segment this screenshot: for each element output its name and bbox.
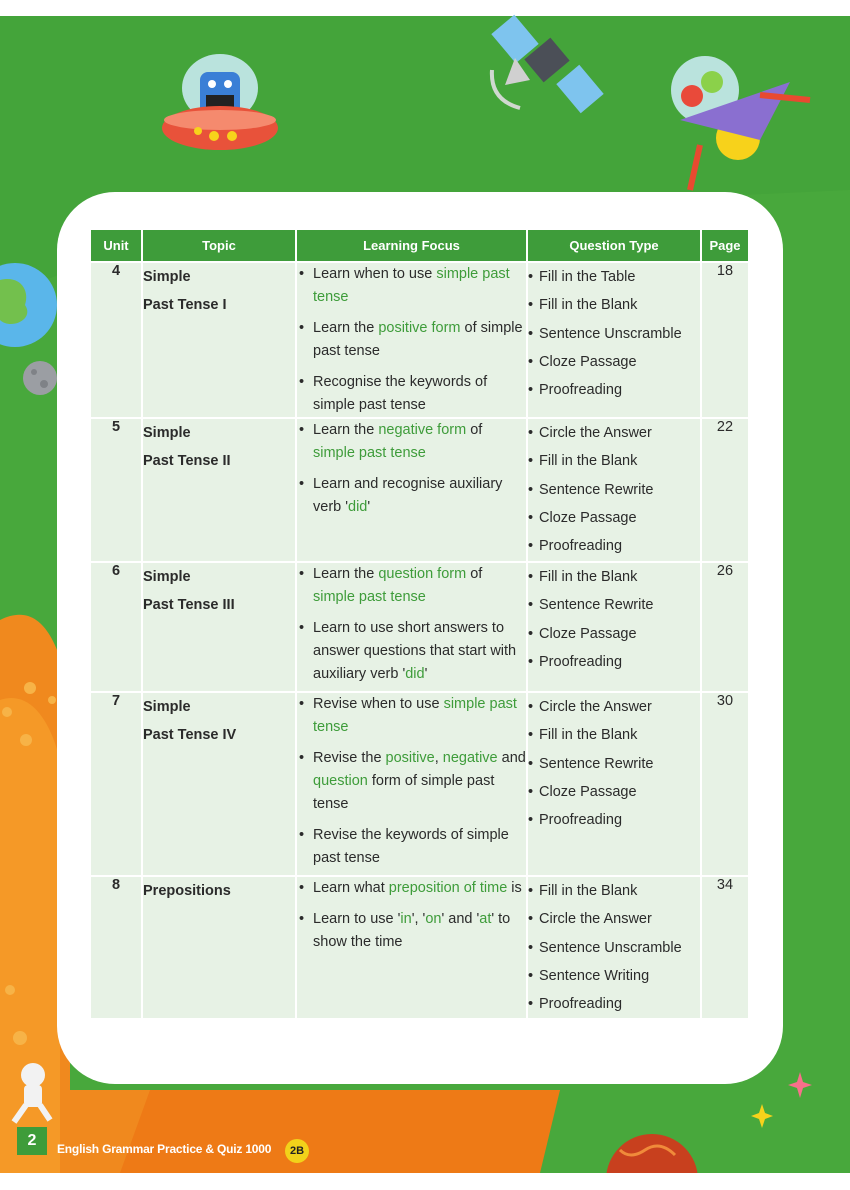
unit-number: 7	[91, 693, 141, 875]
highlight-text: positive	[385, 750, 435, 766]
highlight-text: at	[479, 911, 492, 927]
focus-text: ' to show the time	[313, 911, 511, 950]
question-list	[528, 263, 700, 404]
focus-item	[297, 824, 526, 870]
focus-text: of simple past tense	[313, 320, 523, 359]
topic-line: Prepositions	[143, 883, 231, 899]
contents-table	[89, 228, 750, 1020]
focus-item	[297, 317, 526, 363]
unit-number: 6	[91, 563, 141, 691]
focus-text: form of simple past tense	[313, 773, 495, 812]
focus-text: Learn the	[313, 566, 379, 582]
question-type-item: • Proofreading	[528, 990, 700, 1018]
focus-text: Recognise the keywords of simple past tense	[313, 374, 488, 413]
unit-number: 5	[91, 419, 141, 561]
topic-line: Past Tense II	[143, 453, 231, 469]
question-type-item: • Sentence Unscramble	[528, 934, 700, 962]
question-type-cell	[528, 877, 700, 1018]
volume-badge: 2B	[285, 1139, 309, 1163]
focus-text: Learn what	[313, 880, 389, 896]
focus-text: ' and '	[441, 911, 480, 927]
question-type-cell	[528, 563, 700, 691]
highlight-text: negative	[442, 750, 498, 766]
page-ref: 34	[702, 877, 748, 1018]
focus-text: is	[507, 880, 522, 896]
highlight-text: did	[348, 499, 368, 515]
focus-text: Learn the	[313, 422, 379, 438]
focus-list	[297, 877, 526, 954]
question-type-item: • Circle the Answer	[528, 419, 700, 447]
question-type-cell	[528, 263, 700, 417]
topic-cell	[143, 419, 295, 561]
topic-cell	[143, 693, 295, 875]
question-type-item: • Sentence Rewrite	[528, 476, 700, 504]
topic-cell	[143, 563, 295, 691]
topic-line: Past Tense IV	[143, 727, 237, 743]
focus-item	[297, 563, 526, 609]
focus-text: ', '	[411, 911, 426, 927]
focus-item	[297, 747, 526, 816]
question-list	[528, 693, 700, 834]
focus-item	[297, 473, 526, 519]
question-type-item: • Sentence Rewrite	[528, 750, 700, 778]
focus-text: '	[424, 666, 428, 682]
highlight-text: simple past tense	[313, 696, 517, 735]
focus-text: Revise the keywords of simple past tense	[313, 827, 509, 866]
book-title: English Grammar Practice & Quiz 1000	[57, 1142, 272, 1156]
focus-text: of	[466, 422, 483, 438]
highlight-text: in	[400, 911, 412, 927]
topic-line: Past Tense III	[143, 597, 235, 613]
question-type-item: • Fill in the Blank	[528, 563, 700, 591]
question-type-item: • Cloze Passage	[528, 504, 700, 532]
topic-line: Simple	[143, 425, 191, 441]
question-list	[528, 563, 700, 676]
question-type-item: • Proofreading	[528, 806, 700, 834]
table-row	[91, 693, 748, 875]
table-row	[91, 563, 748, 691]
focus-list	[297, 419, 526, 519]
focus-item	[297, 908, 526, 954]
page-ref: 22	[702, 419, 748, 561]
question-list	[528, 419, 700, 560]
question-type-item: • Fill in the Blank	[528, 447, 700, 475]
question-type-item: • Cloze Passage	[528, 348, 700, 376]
learning-focus-cell	[297, 563, 526, 691]
question-type-cell	[528, 419, 700, 561]
highlight-text: simple past tense	[313, 589, 426, 605]
unit-number: 8	[91, 877, 141, 1018]
table-header-row	[91, 230, 748, 261]
question-type-item: • Proofreading	[528, 648, 700, 676]
focus-text: of	[466, 566, 483, 582]
focus-text: Learn the	[313, 320, 379, 336]
highlight-text: did	[405, 666, 425, 682]
unit-number: 4	[91, 263, 141, 417]
header-page: Page	[702, 230, 748, 261]
highlight-text: on	[425, 911, 442, 927]
highlight-text: question	[313, 773, 368, 789]
topic-line: Simple	[143, 569, 191, 585]
page-ref: 18	[702, 263, 748, 417]
topic-cell	[143, 877, 295, 1018]
highlight-text: preposition of time	[388, 880, 508, 896]
topic-line: Simple	[143, 699, 191, 715]
focus-text: Learn to use short answers to answer questions that start with auxiliary verb '	[313, 620, 517, 682]
focus-text: Revise the	[313, 750, 386, 766]
highlight-text: simple past tense	[313, 266, 510, 305]
highlight-text: question form	[378, 566, 467, 582]
moon-icon	[23, 361, 57, 395]
page-ref: 30	[702, 693, 748, 875]
table-row	[91, 877, 748, 1018]
learning-focus-cell	[297, 693, 526, 875]
focus-item	[297, 617, 526, 686]
header-topic: Topic	[143, 230, 295, 261]
focus-item	[297, 877, 526, 900]
topic-line: Past Tense I	[143, 297, 227, 313]
header-question-type: Question Type	[528, 230, 700, 261]
focus-list	[297, 693, 526, 870]
question-type-item: • Sentence Unscramble	[528, 320, 700, 348]
question-type-item: • Circle the Answer	[528, 905, 700, 933]
question-type-item: • Proofreading	[528, 376, 700, 404]
focus-item	[297, 371, 526, 417]
question-type-item: • Fill in the Blank	[528, 877, 700, 905]
question-type-item: • Sentence Rewrite	[528, 591, 700, 619]
topic-line: Simple	[143, 269, 191, 285]
question-type-item: • Fill in the Blank	[528, 721, 700, 749]
question-type-item: • Cloze Passage	[528, 620, 700, 648]
question-type-item: • Circle the Answer	[528, 693, 700, 721]
topic-cell	[143, 263, 295, 417]
question-type-item: • Fill in the Blank	[528, 291, 700, 319]
focus-text: and	[497, 750, 526, 766]
focus-text: '	[367, 499, 371, 515]
question-type-item: • Sentence Writing	[528, 962, 700, 990]
learning-focus-cell	[297, 263, 526, 417]
focus-text: Learn to use '	[313, 911, 401, 927]
focus-text: Learn when to use	[313, 266, 437, 282]
header-unit: Unit	[91, 230, 141, 261]
focus-list	[297, 263, 526, 417]
focus-item	[297, 419, 526, 465]
table-row	[91, 419, 748, 561]
focus-text: ,	[434, 750, 443, 766]
highlight-text: positive form	[378, 320, 461, 336]
question-list	[528, 877, 700, 1018]
question-type-item: • Proofreading	[528, 532, 700, 560]
table-body	[91, 263, 748, 1018]
header-learning-focus: Learning Focus	[297, 230, 526, 261]
focus-item	[297, 693, 526, 739]
highlight-text: simple past tense	[313, 445, 426, 461]
question-type-item: • Fill in the Table	[528, 263, 700, 291]
question-type-cell	[528, 693, 700, 875]
page-number: 2	[17, 1127, 47, 1155]
focus-text: Revise when to use	[313, 696, 444, 712]
learning-focus-cell	[297, 419, 526, 561]
focus-list	[297, 563, 526, 686]
highlight-text: negative form	[378, 422, 467, 438]
learning-focus-cell	[297, 877, 526, 1018]
focus-item	[297, 263, 526, 309]
question-type-item: • Cloze Passage	[528, 778, 700, 806]
table-row	[91, 263, 748, 417]
page-ref: 26	[702, 563, 748, 691]
focus-text: Learn and recognise auxiliary verb '	[313, 476, 503, 515]
